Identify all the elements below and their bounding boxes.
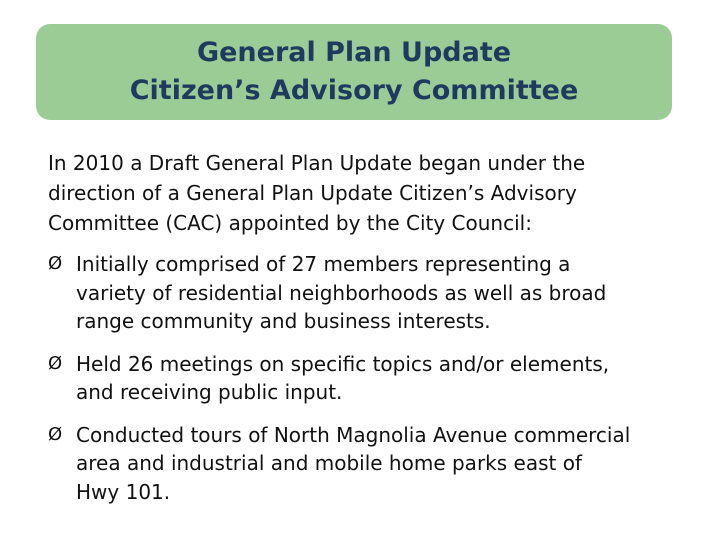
title-line-2: Citizen’s Advisory Committee — [129, 75, 579, 106]
intro-line: In 2010 a Draft General Plan Update began under the — [48, 151, 586, 175]
bullet-line: Held 26 meetings on specific topics and/or elements, — [76, 351, 610, 376]
arrow-bullet-icon: Ø — [48, 253, 63, 274]
bullet-item-tours — [48, 421, 698, 507]
arrow-bullet-icon: Ø — [48, 423, 63, 445]
title-line-1: General Plan Update — [196, 37, 512, 68]
arrow-bullet-icon: Ø — [48, 352, 63, 374]
bullet-text — [76, 421, 630, 507]
bullet-line: and receiving public input. — [76, 380, 343, 404]
bullet-line: Hwy 101. — [76, 479, 171, 504]
bullet-list — [48, 250, 698, 506]
bullet-line: area and industrial and mobile home parks east of — [76, 451, 582, 475]
bullet-item-meetings — [48, 350, 698, 407]
intro-line: direction of a General Plan Update Citizen’s Advisory — [48, 181, 577, 205]
bullet-line: Initially comprised of 27 members representing a — [76, 252, 571, 276]
bullet-line: Conducted tours of North Magnolia Avenue commercial — [76, 422, 631, 447]
title-banner — [36, 24, 672, 120]
intro-paragraph — [48, 148, 688, 238]
bullet-text — [76, 250, 606, 336]
bullet-item-members — [48, 250, 698, 336]
bullet-text — [76, 350, 609, 407]
bullet-line: range community and business interests. — [76, 309, 491, 333]
bullet-line: variety of residential neighborhoods as well as broad — [76, 280, 607, 305]
intro-line: Committee (CAC) appointed by the City Council: — [48, 211, 532, 235]
